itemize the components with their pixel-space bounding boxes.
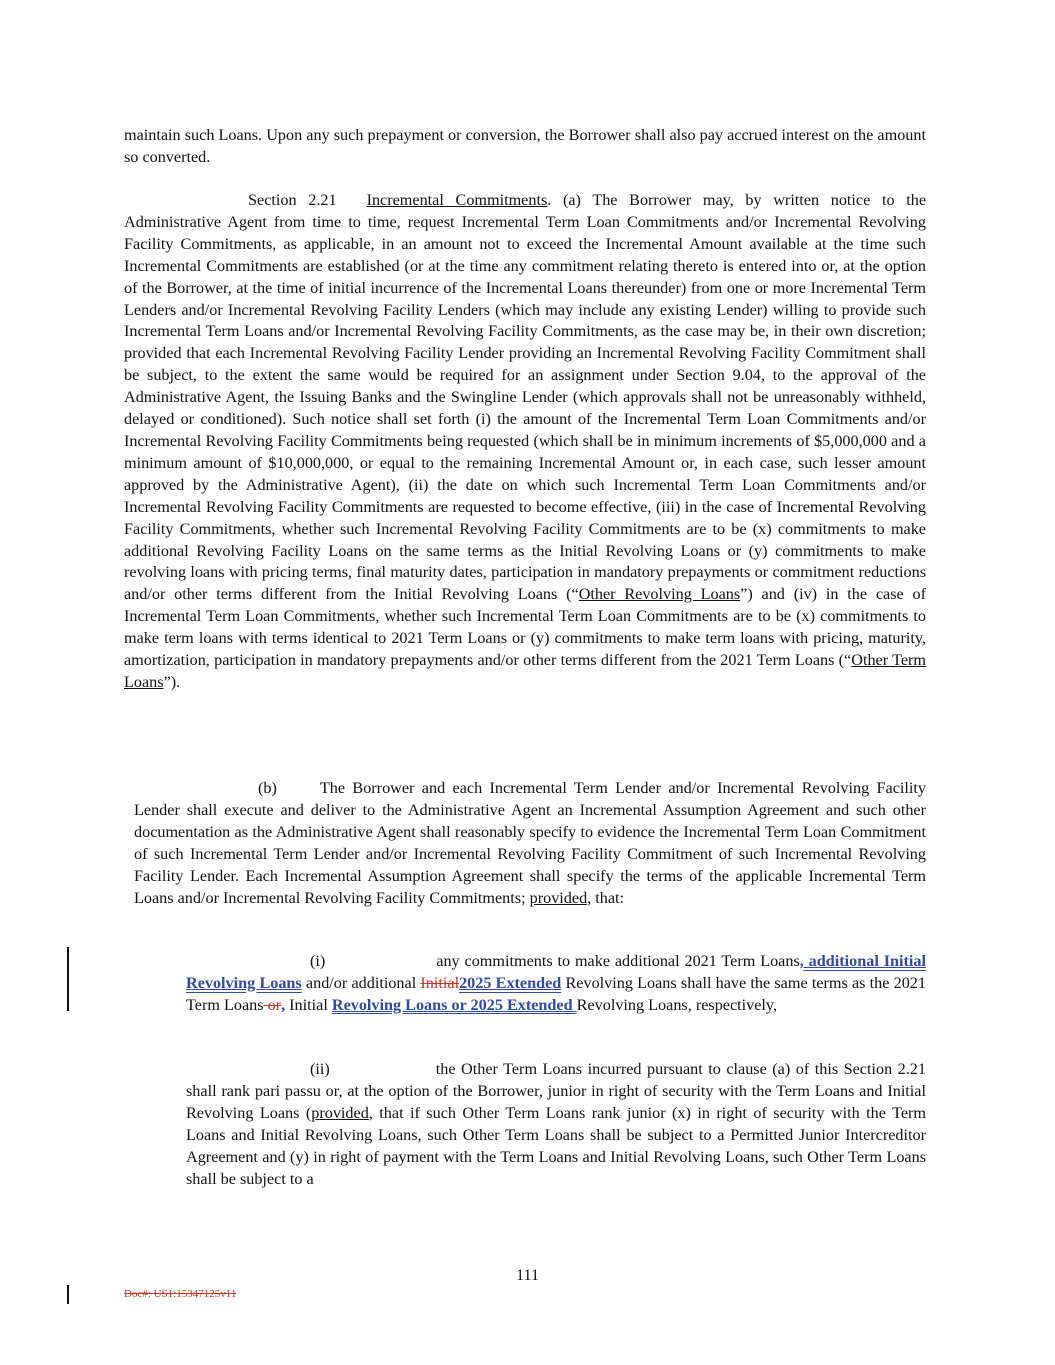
clause-ii: (ii) the Other Term Loans incurred pursuant to clause (a) of this Section 2.21 shall rank pari passu or, at the option of the Borrower, junior in right of security with the Term Loans and Initial Revolving Loans (provided, that if such Other Term Loans rank junior (x) in right of security with the Term Loans and Initial Revolving Loans, such Other Term Loans shall be subject to a Permitted Junior Intercreditor Agreement and (y) in right of payment with the Term Loans and Initial Revolving Loans, such Other Term Loans shall be subject to a: [186, 1060, 926, 1188]
deleted-text: or: [263, 995, 282, 1014]
section-label: Section 2.21: [248, 191, 337, 209]
defined-term-other-term-loans: Other Term Loans: [124, 651, 926, 691]
clause-ii-label: (ii): [310, 1060, 330, 1078]
section-2-21-paragraph-a: Section 2.21 Incremental Commitments. (a) The Borrower may, by written notice to the Administrative Agent from time to time, request Incremental Term Loan Commitments and/or Incremental Revolving Facility Commitments, as applicable, in an amount not to exceed the Incremental Amount available at the time such Incremental Commitments are established (or at the time any commitment relating thereto is entered into or, at the option of the Borrower, at the time of initial incurrence of the Incremental Loans thereunder) from one or more Incremental Term Lenders and/or Incremental Revolving Facility Lenders (which may include any existing Lender) willing to provide such Incremental Term Loans and/or Incremental Revolving Facility Commitments, as the case may be, in their own discretion; provided that each Incremental Revolving Facility Lender providing an Incremental Revolving Facility Commitment shall be subject, to the extent the same would be required for an assignment under Section 9.04, to the approval of the Administrative Agent, the Issuing Banks and the Swingline Lender (which approvals shall not be unreasonably withheld, delayed or conditioned). Such notice shall set forth (i) the amount of the Incremental Term Loan Commitments and/or Incremental Revolving Facility Commitments being requested (which shall be in minimum increments of $5,000,000 and a minimum amount of $10,000,000, or equal to the remaining Incremental Amount or, in each case, such lesser amount approved by the Administrative Agent), (ii) the date on which such Incremental Term Loan Commitments and/or Incremental Revolving Facility Commitments are requested to become effective, (iii) in the case of Incremental Revolving Facility Commitments, whether such Incremental Revolving Facility Commitments are to be (x) commitments to make additional Revolving Facility Loans on the same terms as the Initial Revolving Loans or (y) commitments to make revolving loans with pricing terms, final maturity dates, participation in mandatory prepayments or commitment reductions and/or other terms different from the Initial Revolving Loans (“Other Revolving Loans”) and (iv) in the case of Incremental Term Loan Commitments, whether such Incremental Term Loan Commitments are to be (x) commitments to make term loans with terms identical to 2021 Term Loans or (y) commitments to make term loans with pricing, maturity, amortization, participation in mandatory prepayments and/or other terms different from the 2021 Term Loans (“Other Term Loans”).: [124, 191, 927, 691]
clause-i: (i) any commitments to make additional 2021 Term Loans, additional Initial Revolving Loans and/or additional Initial2025 Extended Revolving Loans shall have the same terms as the 2021 Term Loans or, Initial Revolving Loans or 2025 Extended Revolving Loans, respectively,: [186, 952, 926, 1014]
change-bar-footer: [67, 1285, 69, 1304]
section-heading: Incremental Commitments: [366, 191, 548, 209]
document-id-footer: Doc#: US1:15347125v11: [124, 1288, 237, 1300]
inserted-text: , additional Initial Revolving Loans: [186, 952, 926, 992]
paragraph-continuation: maintain such Loans. Upon any such prepayment or conversion, the Borrower shall also pay accrued interest on the amount so converted.: [124, 126, 926, 166]
change-bar-top: [67, 947, 69, 1011]
paragraph-b: (b) The Borrower and each Incremental Term Lender and/or Incremental Revolving Facility Lender shall execute and deliver to the Administrative Agent an Incremental Assumption Agreement and such other documentation as the Administrative Agent shall reasonably specify to evidence the Incremental Term Loan Commitment of such Incremental Term Lender and/or Incremental Revolving Facility Commitment of such Incremental Revolving Facility Lender. Each Incremental Assumption Agreement shall specify the terms of the applicable Incremental Term Loans and/or Incremental Revolving Facility Commitments; provided, that:: [134, 779, 926, 907]
inserted-text: ,: [281, 995, 286, 1014]
inserted-text: Revolving Loans or 2025 Extended: [331, 995, 577, 1014]
page-number: 111: [515, 1266, 540, 1284]
provided-term: provided: [529, 888, 588, 907]
deleted-text: Initial: [420, 973, 460, 992]
inserted-text: 2025 Extended: [459, 973, 562, 992]
defined-term-other-revolving-loans: Other Revolving Loans: [578, 585, 741, 604]
clause-i-label: (i): [310, 952, 326, 970]
provided-term: provided: [311, 1103, 369, 1122]
paragraph-b-label: (b): [258, 779, 277, 797]
